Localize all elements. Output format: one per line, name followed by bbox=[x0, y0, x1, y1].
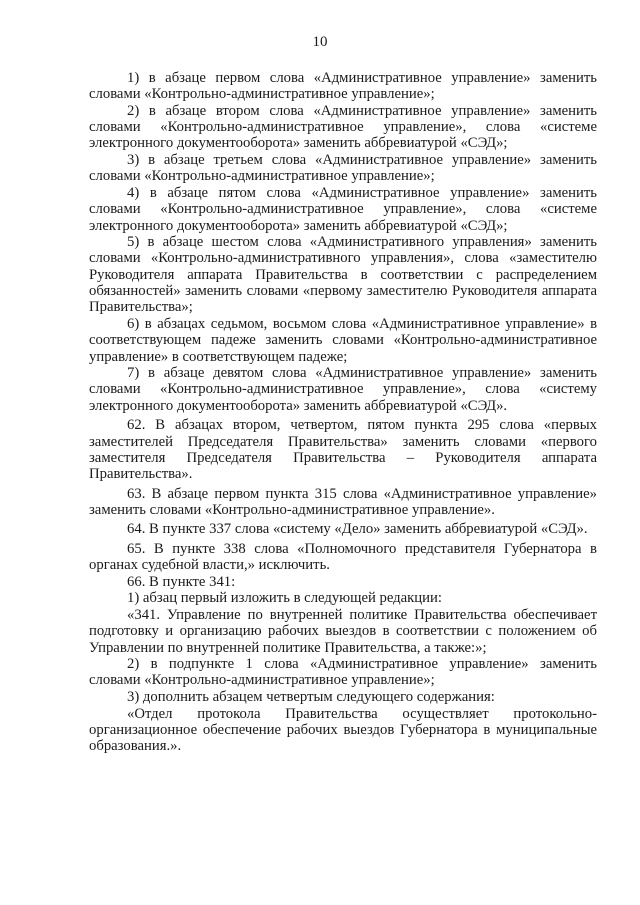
paragraph-5: 5) в абзаце шестом слова «Административного управления» заменить словами «Контрольно-административного управления», слова «заместителю Руководителя аппарата Правительства в соответствии с распределением обязанностей» заменить словами «первому заместителю Руководителя аппарата Правительства»; bbox=[89, 234, 597, 316]
paragraph-17: «Отдел протокола Правительства осуществляет протокольно-организационное обеспечение рабочих выездов Губернатора в муниципальные образования.». bbox=[89, 705, 597, 755]
paragraph-16: 3) дополнить абзацем четвертым следующего содержания: bbox=[127, 689, 495, 705]
paragraph-1: 1) в абзаце первом слова «Административное управление» заменить словами «Контрольно-административное управление»; bbox=[89, 70, 597, 103]
document-body bbox=[89, 70, 597, 754]
paragraph-12: 66. В пункте 341: bbox=[127, 573, 236, 590]
paragraph-7: 7) в абзаце девятом слова «Административное управление» заменить словами «Контрольно-административное управление», слова «систему электронного документооборота» заменить аббревиатурой «СЭД». bbox=[89, 365, 597, 414]
paragraph-2: 2) в абзаце втором слова «Административное управление» заменить словами «Контрольно-административное управление», слова «системе электронного документооборота» заменить аббревиатурой «СЭД»; bbox=[89, 102, 597, 152]
paragraph-14: «341. Управление по внутренней политике Правительства обеспечивает подготовку и организацию рабочих выездов в соответствии с положением об Управлении по внутренней политике Правительства, а также:»; bbox=[89, 606, 597, 656]
paragraph-10: 64. В пункте 337 слова «систему «Дело» заменить аббревиатурой «СЭД». bbox=[127, 521, 588, 538]
paragraph-6: 6) в абзацах седьмом, восьмом слова «Административное управление» в соответствующем падеже заменить словами «Контрольно-административное управление» в соответствующем падеже; bbox=[89, 315, 597, 365]
paragraph-4: 4) в абзаце пятом слова «Административное управление» заменить словами «Контрольно-административное управление», слова «системе электронного документооборота» заменить аббревиатурой «СЭД»; bbox=[89, 184, 597, 234]
paragraph-3: 3) в абзаце третьем слова «Административное управление» заменить словами «Контрольно-административное управление»; bbox=[89, 152, 597, 185]
page-number: 10 bbox=[312, 34, 328, 50]
paragraph-11: 65. В пункте 338 слова «Полномочного представителя Губернатора в органах судебной власти,» исключить. bbox=[89, 540, 597, 574]
paragraph-9: 63. В абзаце первом пункта 315 слова «Административное управление» заменить словами «Контрольно-административное управление». bbox=[89, 485, 597, 518]
paragraph-15: 2) в подпункте 1 слова «Административное управление» заменить словами «Контрольно-административное управление»; bbox=[89, 656, 597, 689]
paragraph-13: 1) абзац первый изложить в следующей редакции: bbox=[127, 590, 442, 607]
paragraph-8: 62. В абзацах втором, четвертом, пятом пункта 295 слова «первых заместителей Председателя Правительства» заменить словами «первого заместителя Председателя Правительства – Руководителя аппарата Правительства». bbox=[89, 417, 597, 483]
